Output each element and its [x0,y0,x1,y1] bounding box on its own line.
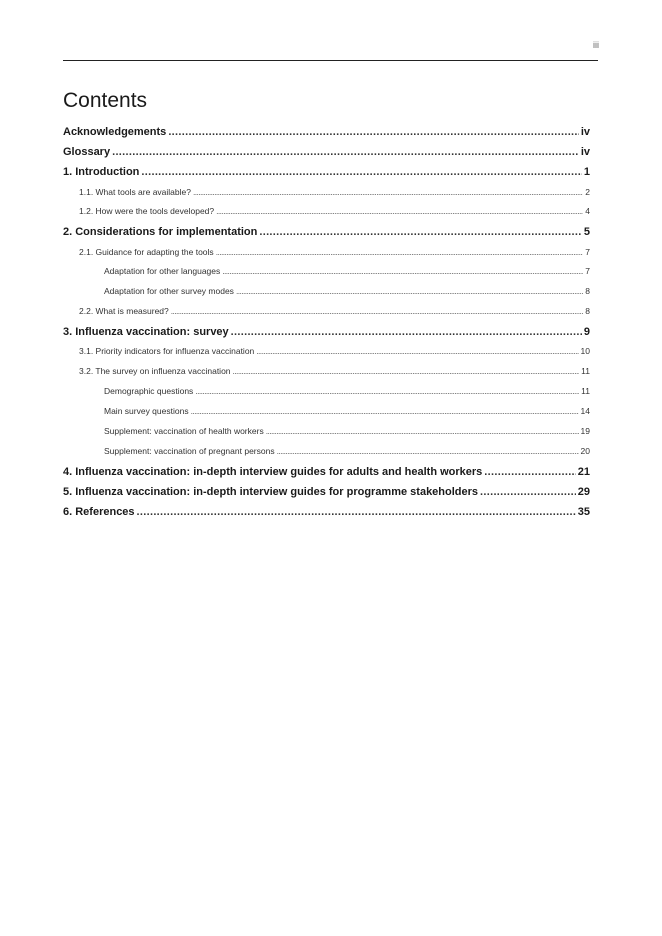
toc-dot-leader [193,183,583,203]
toc-dot-leader [233,362,580,382]
toc-entry-page: 35 [577,506,590,518]
toc-entry-page: 11 [581,366,590,377]
toc-entry-title: Demographic questions [104,386,194,397]
toc-entry-title: 1.1. What tools are available? [79,186,191,197]
toc-entry-title: Supplement: vaccination of health workers [104,425,264,436]
toc-entry-page: 11 [581,386,590,397]
toc-entry-page: 7 [585,266,590,277]
toc-entry[interactable] [63,402,590,422]
toc-dot-leader [216,202,583,222]
toc-entry-page: 8 [585,306,590,317]
toc-dot-leader [195,382,579,402]
toc-dot-leader [141,162,581,182]
toc-entry[interactable] [63,162,590,182]
toc-dot-leader [137,502,576,522]
toc-dot-leader [222,262,583,282]
toc-entry[interactable] [63,422,590,442]
toc-entry[interactable] [63,262,590,282]
toc-entry-title: 1. Introduction [63,166,140,179]
toc-dot-leader [266,422,579,442]
toc-entry[interactable] [63,462,590,482]
toc-entry-title: Adaptation for other survey modes [104,286,234,297]
toc-entry[interactable] [63,322,590,342]
toc-entry[interactable] [63,342,590,362]
toc-dot-leader [171,302,584,322]
toc-entry[interactable] [63,502,590,522]
toc-entry-page: 10 [580,346,590,357]
toc-dot-leader [259,222,582,242]
toc-entry-page: 2 [585,186,590,197]
toc-entry[interactable] [63,302,590,322]
toc-entry-page: 1 [583,166,590,179]
table-of-contents [63,122,590,522]
toc-dot-leader [216,243,584,263]
toc-entry-page: 8 [585,286,590,297]
toc-dot-leader [191,402,579,422]
toc-entry-title: 2. Considerations for implementation [63,226,258,239]
toc-entry-title: Main survey questions [104,405,189,416]
toc-entry[interactable] [63,122,590,142]
toc-dot-leader [231,322,582,342]
toc-entry-title: 3. Influenza vaccination: survey [63,326,229,339]
toc-entry-title: 3.1. Priority indicators for influenza vaccination [79,346,255,357]
toc-entry-title: 2.1. Guidance for adapting the tools [79,246,214,257]
toc-entry-page: 9 [583,326,590,339]
toc-entry[interactable] [63,482,590,502]
toc-entry-title: 5. Influenza vaccination: in-depth interview guides for programme stakeholders [63,485,479,498]
toc-entry-page: 14 [580,405,590,416]
toc-entry[interactable] [63,243,590,263]
toc-dot-leader [236,282,583,302]
toc-dot-leader [168,122,579,142]
toc-entry[interactable] [63,142,590,162]
toc-dot-leader [480,482,576,502]
toc-entry-title: 1.2. How were the tools developed? [79,206,215,217]
toc-entry-title: Glossary [63,146,111,159]
toc-entry-page: 7 [585,246,590,257]
toc-entry-page: 5 [583,226,590,239]
toc-entry[interactable] [63,442,590,462]
toc-entry-title: 3.2. The survey on influenza vaccination [79,366,231,377]
toc-entry-page: 19 [580,425,590,436]
toc-entry[interactable] [63,382,590,402]
toc-dot-leader [277,442,579,462]
toc-entry[interactable] [63,282,590,302]
toc-entry-page: 21 [577,465,590,478]
toc-dot-leader [256,342,578,362]
toc-entry-title: 2.2. What is measured? [79,306,169,317]
toc-entry-title: Adaptation for other languages [104,266,221,277]
toc-entry[interactable] [63,202,590,222]
toc-entry-title: Supplement: vaccination of pregnant persons [104,445,275,456]
toc-entry-title: 4. Influenza vaccination: in-depth interview guides for adults and health workers [63,465,483,478]
page-title: Contents [63,89,148,112]
toc-entry[interactable] [63,222,590,242]
toc-entry-title: Acknowledgements [63,126,167,138]
toc-dot-leader [484,462,575,482]
header-rule [63,60,598,61]
toc-entry[interactable] [63,362,590,382]
toc-entry-page: iv [580,146,590,159]
toc-entry[interactable] [63,183,590,203]
page-number: iii [593,40,599,50]
toc-dot-leader [112,142,579,162]
toc-entry-page: 20 [580,445,590,456]
toc-entry-page: iv [580,126,590,138]
toc-entry-page: 29 [577,485,590,498]
toc-entry-page: 4 [585,206,590,217]
toc-entry-title: 6. References [63,506,135,518]
